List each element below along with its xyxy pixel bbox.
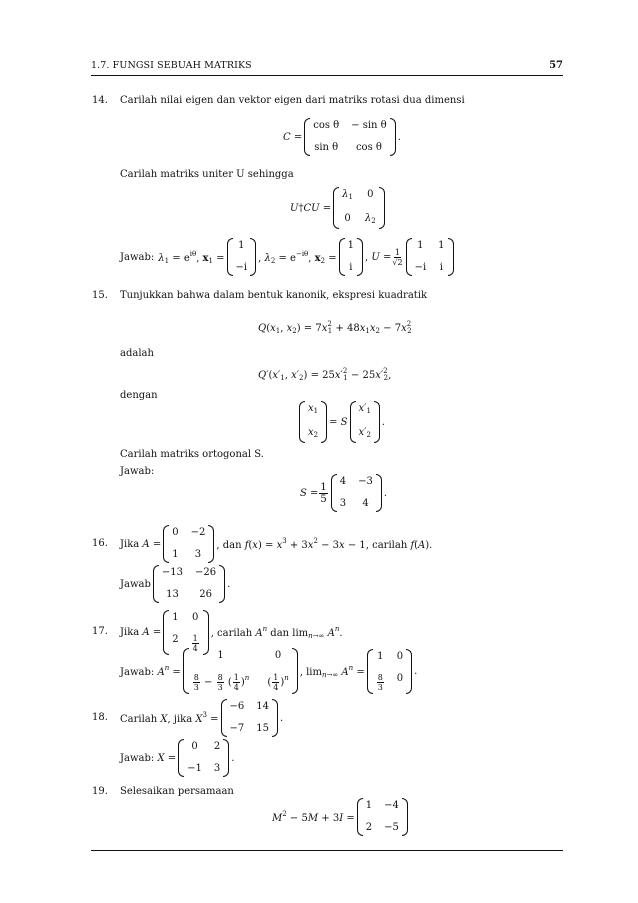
vector-x2	[339, 238, 363, 276]
matrix-cell: 2	[213, 741, 221, 752]
equals-S: = S	[329, 416, 348, 428]
problem-14-text: Carilah nilai eigen dan vektor eigen dari matriks rotasi dua dimensi	[120, 95, 465, 106]
matrix-cell: 4	[339, 476, 347, 487]
answer-label: Jawab: $A^n$ =	[120, 664, 181, 678]
matrix-A	[163, 525, 214, 563]
problem-17-answer: Jawab: $A^n$ = 1 0 $\frac{8}{3}$ − $\frac{8}{3}$ ( $\frac{1}{4}$ )$^n$ ( $\frac{1}{4}$ )$^n$ , $\lim_{n\to\infty} A^n$ = 1 0 $\frac{8}{3}$ 0 .	[120, 650, 418, 692]
vector-x	[299, 401, 327, 443]
answer-label: Jawab:	[120, 251, 155, 263]
matrix-cell-fraction: $\frac{1}{4}$	[192, 633, 198, 653]
problem-17-number: 17.	[92, 626, 108, 637]
vector-cell: i	[349, 262, 353, 273]
matrix-cell: 0	[172, 527, 179, 538]
problem-18-text: Carilah X, jika $X^3$ =	[120, 711, 219, 725]
matrix-lambda	[333, 187, 385, 229]
vector-cell: 1	[347, 240, 355, 251]
matrix-cell: 26	[199, 589, 212, 600]
vector-cell: 1	[238, 240, 245, 251]
problem-15-number: 15.	[92, 290, 108, 301]
matrix-cell: 1	[365, 800, 373, 811]
matrix-cell: −4	[384, 800, 399, 811]
problem-19-number: 19.	[92, 786, 108, 797]
matrix-cell: −1	[187, 763, 202, 774]
matrix-C-lhs: C =	[283, 131, 303, 143]
lambda2-expr: , $\lambda_2 = e^{-i\theta}$, $x_2$ =	[258, 249, 337, 265]
vector-cell: −i	[235, 262, 248, 273]
unitary-lhs: U†CU =	[290, 202, 332, 214]
matrix-C-equation: C = cos θ − sin θ sin θ cos θ .	[283, 118, 401, 156]
quadratic-Q: $Q(x_1$, $x_2) = 7x^2_1 + 48x_1x_2 - 7x^2_2$	[258, 320, 412, 335]
problem-19-equation	[272, 798, 410, 836]
matrix-cell: 3	[339, 498, 347, 509]
problem-15-text: Tunjukkan bahwa dalam bentuk kanonik, ekspresi kuadratik	[120, 290, 428, 301]
U-lhs: , U =	[365, 251, 392, 263]
S-fraction: $\frac{1}{5}$	[320, 481, 327, 505]
matrix-cell: 1	[172, 549, 179, 560]
vector-cell: $x'_2$	[358, 427, 371, 439]
problem-18-answer: Jawab: X = 0 2 −1 3 .	[120, 739, 234, 777]
matrix-C	[304, 118, 395, 156]
quadratic-Q-prime: $Q'(x'_1$, $x'_2) = 25x'^2_1 - 25x'^2_2$,	[258, 367, 392, 382]
matrix-cell: 1	[217, 650, 224, 661]
answer-label: Jawab:	[120, 466, 155, 477]
matrix-cell: 4	[362, 498, 369, 509]
matrix-cell: 1	[172, 611, 179, 623]
matrix-cell: 3	[213, 763, 221, 774]
matrix-An	[183, 648, 298, 694]
matrix-cell: −13	[161, 567, 184, 578]
matrix-cell: 0	[274, 650, 282, 661]
matrix-cell: −7	[229, 723, 245, 734]
vector-cell: $x_2$	[308, 427, 319, 439]
limit-label: , $\lim_{n\to\infty} A^n$ =	[299, 663, 365, 679]
problem-18-statement: Carilah X, jika $X^3$ = −6 14 −7 15 .	[120, 699, 283, 737]
dengan-label: dengan	[120, 390, 158, 401]
unitary-equation	[290, 189, 387, 227]
matrix-cell: 15	[256, 723, 269, 734]
matrix-cell: sin θ	[314, 142, 339, 153]
matrix-cell: −26	[195, 567, 217, 578]
problem-15-text2: Carilah matriks ortogonal S.	[120, 449, 264, 460]
matrix-cell: 0	[396, 672, 404, 684]
page-number: 57	[549, 60, 563, 71]
transform-equation: $x_1$ $x_2$ = S $x'_1$ $x'_2$ .	[297, 403, 385, 441]
problem-14-text2: Carilah matriks uniter U sehingga	[120, 169, 294, 180]
lambda1-expr: $\lambda_1 = e^{i\theta}$, $x_1$ =	[158, 249, 225, 265]
jika-A: Jika A =	[120, 538, 162, 550]
matrix-cell: 1	[377, 650, 384, 662]
answer-label: Jawab	[120, 578, 151, 590]
equation-lhs: $M^2 - 5M + 3I$ =	[272, 810, 355, 824]
matrix-cell: $\lambda_1$	[342, 189, 353, 201]
running-header	[91, 60, 563, 72]
problem-16-number: 16.	[92, 538, 108, 549]
problem-18-number: 18.	[92, 712, 108, 723]
matrix-cell: i	[439, 262, 443, 273]
matrix-cell: $\lambda_2$	[364, 213, 376, 225]
vector-cell: $x'_1$	[358, 403, 371, 415]
matrix-cell: −2	[190, 527, 206, 538]
section-title: 1.7. FUNGSI SEBUAH MATRIKS	[91, 60, 252, 71]
vector-x-prime	[350, 401, 380, 443]
answer-label: Jawab: X =	[120, 752, 177, 764]
matrix-S	[331, 474, 382, 512]
matrix-cell: 13	[166, 589, 179, 600]
matrix-cell: −3	[358, 476, 373, 487]
footer-rule	[91, 850, 563, 851]
matrix-cell: $\frac{8}{3}$ − $\frac{8}{3}$ ( $\frac{1}{4}$ )$^n$	[193, 673, 250, 692]
matrix-cell-fraction: $\frac{8}{3}$	[377, 672, 383, 692]
problem-16-statement	[120, 525, 432, 563]
matrix-X3	[221, 699, 278, 737]
problem-16-text: , dan $f(x) = x^3 + 3x^2 - 3x - 1$, carilah f(A).	[216, 537, 433, 551]
problem-16-answer: Jawab −13 −26 13 26 .	[120, 565, 230, 603]
matrix-cell: −5	[384, 822, 399, 833]
S-lhs: S =	[300, 487, 319, 499]
problem-17-text: , carilah $A^n$ dan $\lim_{n\to\infty} A^n$.	[210, 624, 343, 640]
matrix-fA	[153, 565, 225, 603]
matrix-rhs	[357, 798, 408, 836]
jika-A: Jika A =	[120, 626, 162, 638]
matrix-cell: 2	[365, 822, 373, 833]
matrix-cell: −6	[229, 701, 245, 712]
matrix-X	[178, 739, 229, 777]
header-rule	[91, 75, 563, 76]
U-fraction: $\frac{1}{√2}$	[392, 247, 403, 267]
matrix-S-equation: S = $\frac{1}{5}$ 4 −3 3 4 .	[300, 474, 387, 512]
matrix-U	[406, 238, 454, 276]
matrix-cell: 14	[256, 701, 269, 712]
matrix-cell: 0	[344, 213, 351, 224]
matrix-cell: 0	[367, 189, 374, 200]
matrix-cell: 1	[438, 240, 445, 251]
matrix-cell: 0	[191, 741, 198, 752]
matrix-cell: − sin θ	[351, 120, 387, 131]
vector-cell: $x_1$	[308, 403, 319, 415]
matrix-cell: 2	[172, 633, 179, 645]
matrix-cell: 1	[417, 240, 424, 251]
matrix-cell: 0	[396, 650, 404, 662]
matrix-cell: cos θ	[355, 142, 382, 153]
matrix-cell: ( $\frac{1}{4}$ )$^n$	[267, 673, 289, 692]
vector-x1	[227, 238, 257, 276]
matrix-cell: 3	[194, 549, 202, 560]
matrix-cell: cos θ	[313, 120, 340, 131]
matrix-limit	[367, 649, 412, 694]
problem-17-statement	[120, 613, 343, 651]
matrix-cell: −i	[414, 262, 427, 273]
problem-19-text: Selesaikan persamaan	[120, 786, 234, 797]
problem-14-answer	[120, 238, 456, 276]
problem-14-number: 14.	[92, 95, 108, 106]
matrix-cell: 0	[191, 611, 199, 623]
adalah-label: adalah	[120, 348, 154, 359]
